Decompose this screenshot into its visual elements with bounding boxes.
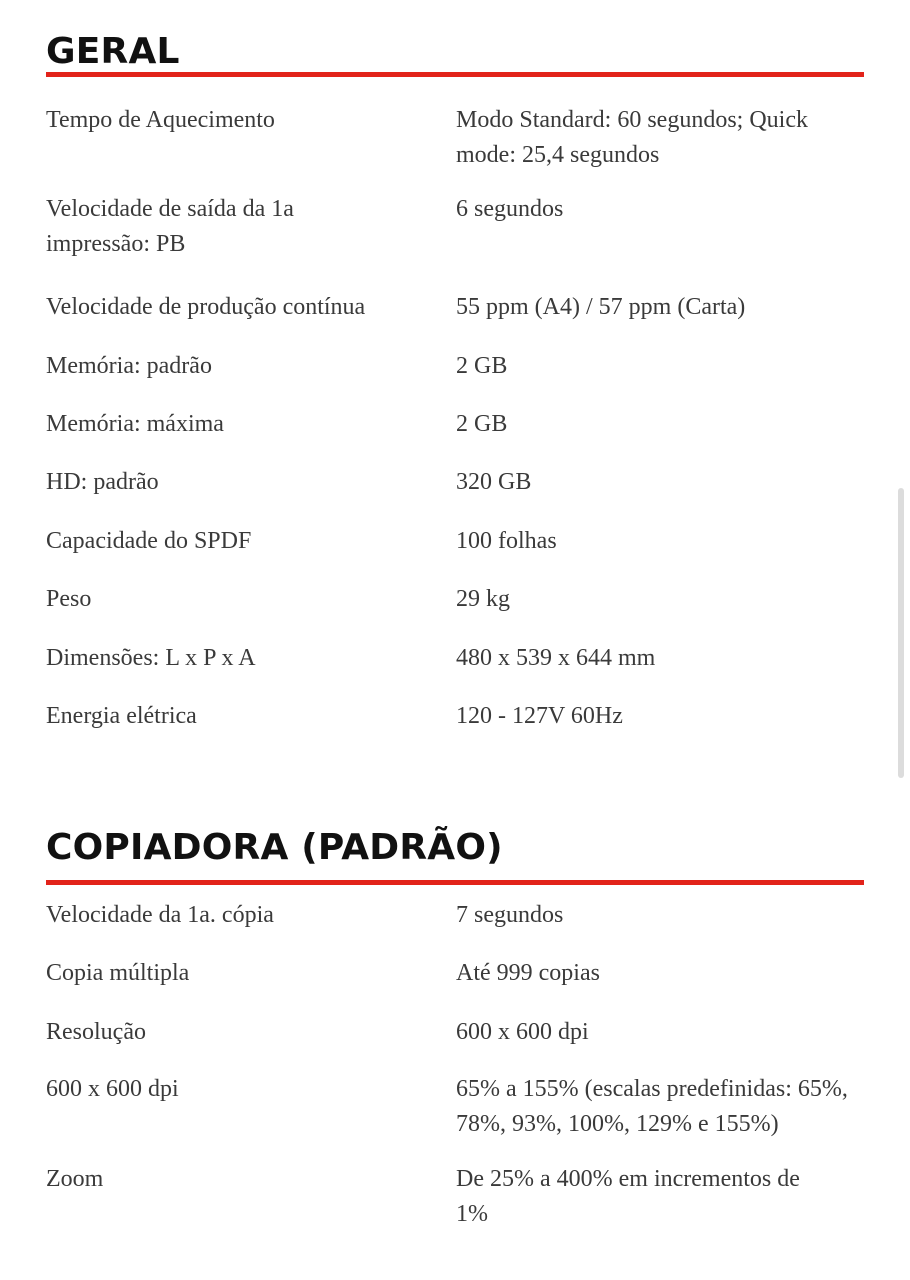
spec-value: De 25% a 400% em incrementos de 1%	[456, 1166, 800, 1227]
spec-label: Resolução	[46, 1019, 146, 1045]
section-copiadora	[46, 826, 503, 870]
spec-label: Velocidade de saída da 1a impressão: PB	[46, 196, 294, 257]
spec-label: Zoom	[46, 1166, 104, 1192]
spec-value: 65% a 155% (escalas predefinidas: 65%, 78%, 93%, 100%, 129% e 155%)	[456, 1076, 848, 1137]
spec-value: 600 x 600 dpi	[456, 1019, 589, 1045]
spec-label: 600 x 600 dpi	[46, 1076, 179, 1102]
spec-label: Capacidade do SPDF	[46, 528, 252, 554]
spec-label: Velocidade de produção contínua	[46, 294, 366, 320]
section-divider	[46, 72, 864, 77]
spec-value: 7 segundos	[456, 902, 564, 928]
spec-value: 6 segundos	[456, 196, 564, 222]
spec-row	[46, 1015, 864, 1050]
spec-value: 480 x 539 x 644 mm	[456, 645, 656, 671]
spec-value: 120 - 127V 60Hz	[456, 703, 623, 729]
spec-row	[46, 699, 864, 734]
spec-row	[46, 524, 864, 559]
spec-value: 2 GB	[456, 411, 508, 437]
spec-value: 100 folhas	[456, 528, 557, 554]
spec-row	[46, 349, 864, 384]
spec-value: 2 GB	[456, 353, 508, 379]
spec-row	[46, 1072, 864, 1142]
spec-label: Peso	[46, 586, 92, 612]
spec-label: Copia múltipla	[46, 960, 190, 986]
spec-value: 29 kg	[456, 586, 510, 612]
spec-label: Memória: máxima	[46, 411, 224, 437]
section-title: GERAL	[46, 31, 180, 72]
spec-row	[46, 898, 864, 933]
spec-value: 320 GB	[456, 469, 532, 495]
spec-label: Velocidade da 1a. cópia	[46, 902, 274, 928]
spec-row	[46, 407, 864, 442]
spec-row	[46, 103, 864, 173]
scrollbar[interactable]	[898, 488, 904, 778]
spec-value: Até 999 copias	[456, 960, 600, 986]
spec-value: Modo Standard: 60 segundos; Quick mode: 25,4 segundos	[456, 107, 808, 168]
spec-row	[46, 192, 864, 262]
spec-row	[46, 1162, 836, 1232]
spec-row	[46, 641, 864, 676]
spec-label: Tempo de Aquecimento	[46, 107, 275, 133]
spec-row	[46, 465, 864, 500]
spec-label: Memória: padrão	[46, 353, 212, 379]
spec-value: 55 ppm (A4) / 57 ppm (Carta)	[456, 294, 746, 320]
section-divider	[46, 880, 864, 885]
section-geral	[46, 30, 180, 74]
spec-row	[46, 956, 864, 991]
spec-label: Dimensões: L x P x A	[46, 645, 256, 671]
spec-row	[46, 582, 864, 617]
spec-label: HD: padrão	[46, 469, 159, 495]
section-title: COPIADORA (PADRÃO)	[46, 827, 503, 868]
spec-row	[46, 290, 864, 325]
spec-label: Energia elétrica	[46, 703, 197, 729]
